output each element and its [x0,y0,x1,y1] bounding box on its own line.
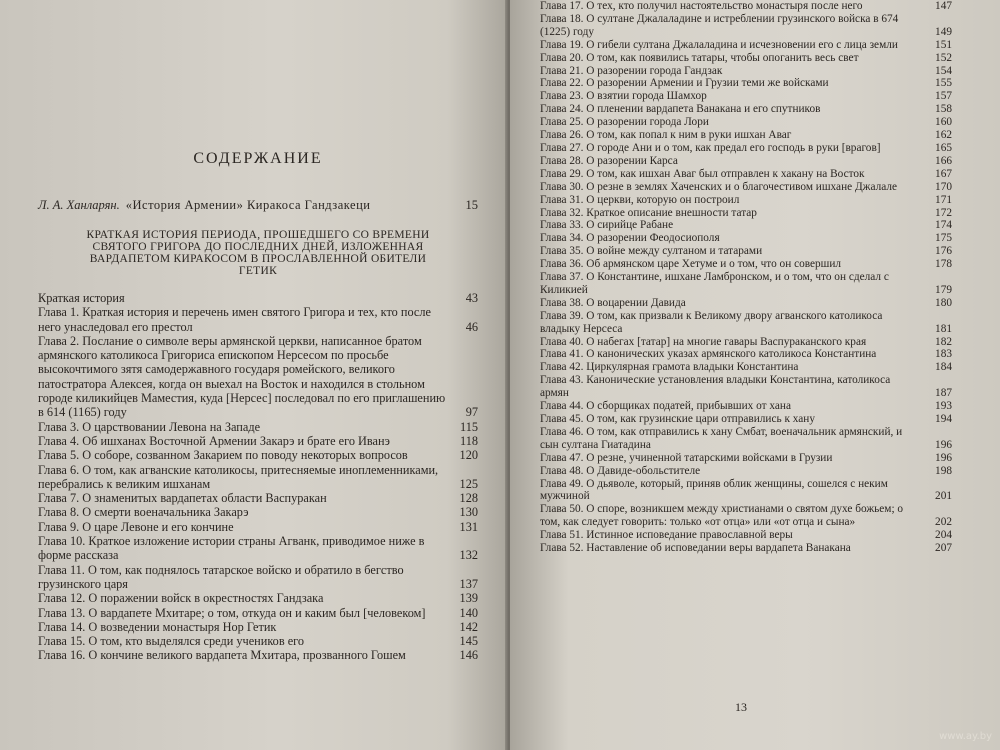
contents-title: СОДЕРЖАНИЕ [193,150,323,167]
toc-entry [540,529,952,542]
toc-entry [540,232,952,245]
toc-entry [540,207,952,220]
toc-entry [38,491,478,505]
toc-entry-text: Глава 31. О церкви, которую он построил [540,193,740,206]
toc-entry-text: Глава 32. Краткое описание внешности татар [540,206,757,219]
toc-entry [38,606,478,620]
toc-entry-page: 207 [935,542,952,555]
toc-entry-text: Глава 27. О городе Ани и о том, как предал его господь в руки [врагов] [540,141,881,154]
toc-entry [38,563,478,592]
toc-entry-text: Глава 33. О сирийце Рабане [540,219,674,232]
toc-entry-page: 198 [935,464,952,477]
toc-entry-text: Глава 40. О набегах [татар] на многие гавары Васпураканского края [540,335,867,348]
toc-entry-text: Глава 25. О разорении города Лори [540,116,709,129]
toc-entry [38,463,478,492]
toc-entry-text: Глава 5. О соборе, созванном Закарием по поводу некоторых вопросов [38,448,408,463]
toc-entry [540,452,952,465]
toc-entry-text: Глава 21. О разорении города Гандзак [540,64,723,77]
toc-entry-page: 137 [459,576,478,591]
toc-entry-page: 151 [935,38,952,51]
toc-entry [540,65,952,78]
toc-entry [38,620,478,634]
toc-entry-text: Глава 34. О разорении Феодосиополя [540,232,720,245]
toc-entry [540,142,952,155]
toc-entry-text: Глава 19. О гибели султана Джалаладина и исчезновении его с лица земли [540,38,898,51]
toc-entry-text: Глава 36. Об армянском царе Хетуме и о том, что он совершил [540,258,842,271]
author-entry-title: «История Армении» Киракоса Гандзакеци [125,198,371,212]
toc-entry-text: Глава 7. О знаменитых вардапетах области Васпуракан [38,491,327,506]
toc-entry-text: Глава 20. О том, как появились татары, чтобы опоганить весь свет [540,51,859,64]
toc-entry-text: Глава 35. О войне между султаном и татарами [540,245,763,258]
toc-entry-text: Глава 46. О том, как отправились к хану Смбат, военачальник армянский, и сын султана Гиатадина [540,425,903,451]
toc-entry [540,336,952,349]
toc-entry-page: 125 [459,476,478,491]
toc-entry-page: 167 [935,167,952,180]
toc-entry [540,39,952,52]
toc-entry-text: Глава 8. О смерти военачальника Закарэ [38,505,249,520]
toc-entry-page: 194 [935,413,952,425]
page-number: 13 [735,700,747,714]
toc-entry-page: 118 [460,433,478,448]
toc-entry-page: 180 [935,296,952,309]
toc-entry-text: Глава 18. О султане Джалаладине и истреблении грузинского войска в 674 (1225) году [540,12,899,38]
toc-entry-page: 130 [459,505,478,520]
toc-entry [540,77,952,90]
toc-entry-page: 140 [459,605,478,620]
toc-entry [38,334,478,420]
toc-entry-page: 182 [935,335,952,348]
toc-entry-text: Глава 3. О царствовании Левона на Западе [38,419,261,434]
toc-entry-text: Глава 22. О разорении Армении и Грузии теми же войсками [540,77,829,90]
toc-entry-page: 97 [465,405,478,420]
toc-entry-text: Глава 41. О канонических указах армянского католикоса Константина [540,348,877,361]
author-entry-page: 15 [465,198,478,212]
toc-entry-page: 172 [935,206,952,219]
toc-entry-text: Глава 43. Канонические установления владыки Константина, католикоса армян [540,374,891,400]
toc-entry-text: Глава 14. О возведении монастыря Нор Гетик [38,619,277,634]
toc-entry [38,520,478,534]
toc-entry-page: 162 [935,129,952,142]
author-name: Л. А. Ханларян. [38,198,120,212]
toc-entry [540,129,952,142]
author-entry [38,198,478,213]
toc-entry-text: Глава 11. О том, как поднялось татарское войско и обратило в бегство грузинского царя [38,562,404,591]
toc-entry-page: 202 [935,516,952,529]
toc-entry-text: Краткая история [38,291,125,305]
toc-entry [38,505,478,519]
toc-entry-text: Глава 44. О сборщиках податей, прибывших от хана [540,400,791,413]
toc-entry [540,310,952,336]
toc-entry [540,90,952,103]
toc-entry [38,634,478,648]
toc-entry-text: Глава 38. О воцарении Давида [540,296,686,309]
toc-entry-page: 132 [459,548,478,563]
toc-entry [540,245,952,258]
toc-entry-page: 131 [459,519,478,534]
toc-entry-text: Глава 26. О том, как попал к ним в руки ишхан Аваг [540,129,792,142]
toc-list-right [540,0,952,555]
toc-entry [540,116,952,129]
toc-entry-page: 165 [935,141,952,154]
toc-entry [540,348,952,361]
toc-entry-text: Глава 52. Наставление об исповедании веры вардапета Ванакана [540,542,851,555]
toc-entry-page: 193 [935,400,952,413]
toc-entry [38,591,478,605]
section-heading: КРАТКАЯ ИСТОРИЯ ПЕРИОДА, ПРОШЕДШЕГО СО ВРЕМЕНИ СВЯТОГО ГРИГОРА ДО ПОСЛЕДНИХ ДНЕЙ, ИЗЛОЖЕННАЯ ВАРДАПЕТОМ КИРАКОСОМ В ПРОСЛАВЛЕННОЙ ОБИТЕЛИ ГЕТИК [86,229,430,277]
toc-entry-page: 152 [935,51,952,64]
toc-entry [38,434,478,448]
toc-entry-page: 196 [935,451,952,464]
toc-entry-page: 166 [935,154,952,167]
toc-entry [540,542,952,555]
toc-entry [38,291,478,305]
toc-entry [540,478,952,504]
toc-entry-text: Глава 2. Послание о символе веры армянской церкви, написанное братом армянского католикоса Григориса епископом Нерсесом по просьбе высокочтимого зятя самодержавного государя ромейского, великого патостратора Алексея, когда он выехал на Восток и находился в стольном городе киликийцев Маместия, куда [Нерсес] последовал по его приглашению в 614 (1165) году [38,333,446,420]
toc-entry [540,503,952,529]
toc-entry-text: Глава 9. О царе Левоне и его кончине [38,519,234,534]
toc-entry [540,168,952,181]
toc-entry-text: Глава 49. О дьяволе, который, приняв облик женщины, сошелся с неким мужчиной [540,477,888,503]
toc-entry-page: 155 [935,77,952,90]
toc-entry [540,271,952,297]
toc-entry-page: 43 [465,291,478,305]
toc-entry-page: 158 [935,103,952,116]
toc-entry-page: 170 [935,180,952,193]
toc-entry-text: Глава 47. О резне, учиненной татарскими войсками в Грузии [540,451,833,464]
toc-entry-text: Глава 12. О поражении войск в окрестностях Гандзака [38,591,324,606]
toc-entry [540,52,952,65]
toc-entry-page: 174 [935,219,952,232]
toc-entry-text: Глава 1. Краткая история и перечень имен святого Григора и тех, кто после него унаследовал его престол [38,305,431,334]
toc-entry-page: 115 [460,419,478,434]
toc-entry-text: Глава 29. О том, как ишхан Аваг был отправлен к хакану на Восток [540,167,865,180]
toc-entry-page: 175 [935,232,952,245]
toc-entry-text: Глава 30. О резне в землях Хаченских и о благочестивом ишхане Джалале [540,180,897,193]
toc-entry [540,258,952,271]
toc-entry [38,534,478,563]
toc-entry-text: Глава 16. О кончине великого вардапета Мхитара, прозванного Гошем [38,648,406,663]
right-page [510,0,1000,750]
toc-entry-page: 184 [935,361,952,374]
toc-entry-text: Глава 28. О разорении Карса [540,154,678,167]
toc-entry [540,13,952,39]
toc-entry [540,181,952,194]
toc-entry [540,465,952,478]
toc-entry [540,0,952,13]
toc-list-left [38,291,478,663]
toc-entry-page: 120 [459,448,478,463]
toc-entry-text: Глава 4. Об ишханах Восточной Армении Закарэ и брате его Иванэ [38,433,390,448]
toc-entry-text: Глава 45. О том, как грузинские цари отправились к хану [540,413,815,425]
toc-entry [38,305,478,334]
toc-entry-text: Глава 42. Циркулярная грамота владыки Константина [540,361,799,374]
toc-entry-text: Глава 48. О Давиде-обольстителе [540,464,701,477]
toc-entry [540,219,952,232]
toc-entry-text: Глава 51. Истинное исповедание православной веры [540,529,793,542]
toc-entry-page: 146 [459,648,478,663]
toc-entry-page: 46 [465,319,478,334]
toc-entry [540,155,952,168]
toc-entry-text: Глава 23. О взятии города Шамхор [540,90,707,103]
toc-entry [38,448,478,462]
toc-entry-page: 179 [935,283,952,296]
toc-entry-page: 201 [935,490,952,503]
toc-entry-text: Глава 6. О том, как агванские католикосы, притесняемые иноплеменниками, перебрались к великим ишханам [38,462,439,491]
toc-entry-text: Глава 10. Краткое изложение истории страны Агванк, приводимое ниже в форме рассказа [38,534,425,563]
toc-entry-text: Глава 17. О тех, кто получил настоятельство монастыря после него [540,0,863,12]
toc-entry [540,400,952,413]
toc-entry-text: Глава 50. О споре, возникшем между христианами о святом духе божьем; о том, как следует говорить: только «от отца» или «от отца и сына» [540,503,904,529]
toc-entry-text: Глава 24. О пленении вардапета Ванакана и его спутников [540,103,821,116]
toc-entry [540,426,952,452]
toc-entry-page: 204 [935,529,952,542]
toc-entry-page: 145 [459,634,478,649]
toc-entry [540,361,952,374]
toc-entry-text: Глава 15. О том, кто выделялся среди учеников его [38,634,305,649]
toc-entry-text: Глава 39. О том, как призвали к Великому двору агванского католикоса владыку Нерсеса [540,309,883,335]
toc-entry-page: 157 [935,90,952,103]
toc-entry [540,413,952,426]
toc-entry-page: 154 [935,64,952,77]
toc-entry [38,648,478,662]
toc-entry [540,297,952,310]
toc-entry-text: Глава 13. О вардапете Мхитаре; о том, откуда он и каким был [человеком] [38,605,426,620]
toc-entry [540,374,952,400]
toc-entry-page: 183 [935,348,952,361]
toc-entry-page: 160 [935,116,952,129]
toc-entry-page: 128 [459,491,478,506]
toc-entry-page: 147 [935,0,952,12]
toc-entry-page: 149 [935,25,952,38]
toc-entry-text: Глава 37. О Константине, ишхане Ламбронском, и о том, что он сделал с Киликией [540,271,889,296]
toc-entry [38,420,478,434]
toc-entry-page: 181 [935,322,952,335]
watermark: www.ay.by [939,731,992,742]
toc-entry-page: 171 [935,193,952,206]
toc-entry-page: 176 [935,245,952,258]
toc-entry-page: 187 [935,387,952,400]
toc-entry-page: 142 [459,619,478,634]
toc-entry-page: 196 [935,438,952,451]
toc-entry [540,103,952,116]
toc-entry-page: 178 [935,258,952,271]
toc-entry [540,194,952,207]
toc-entry-page: 139 [459,591,478,606]
